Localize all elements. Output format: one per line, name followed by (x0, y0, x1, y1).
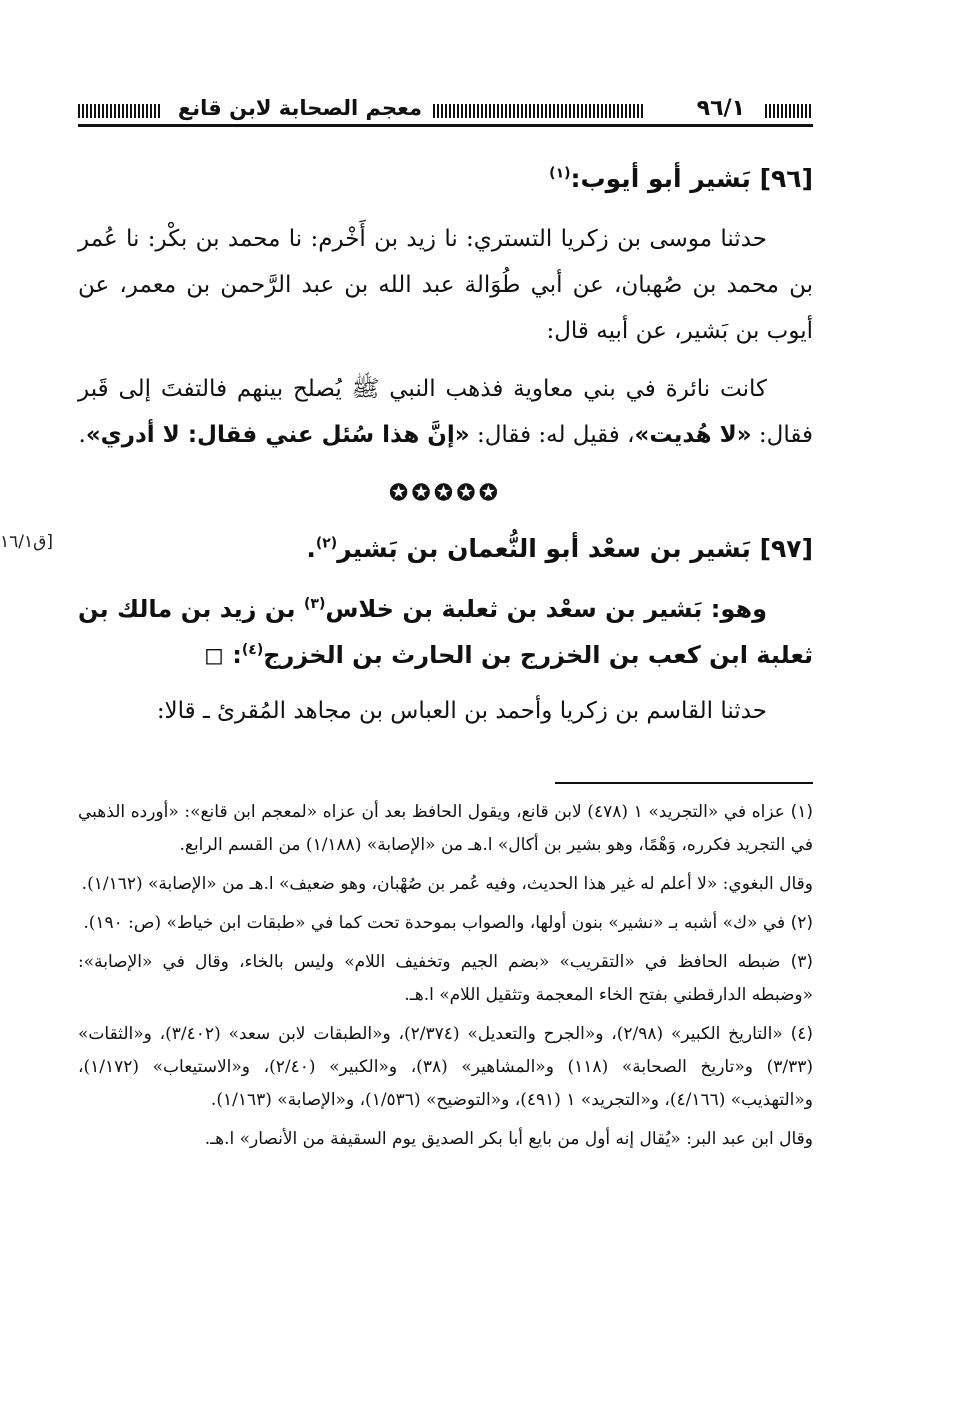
footnote-text: «التاريخ الكبير» (٢/٩٨)، و«الجرح والتعديل» (٢/٣٧٤)، و«الطبقات لابن سعد» (٣/٤٠٢)، و«الثقات» (٣/٣٣) و«تاريخ الصحابة» (١١٨) و«المشاهير» (٣٨)، و«الكبير» (٢/٤٠)، و«الاستيعاب» (١/١٧٢)، و«التهذيب» (٤/١٦٦)، و«التجريد» ١ (٤٩١)، و«التوضيح» (١/٥٣٦)، و«الإصابة» (١/١٦٣). (78, 1024, 813, 1110)
footnote-text: ضبطه الحافظ في «التقريب» «بضم الجيم وتخفيف اللام» وليس بالخاء، وقال في «الإصابة»: «وضبطه الدارقطني بفتح الخاء المعجمة وتثقيل اللام» ا.هـ. (78, 952, 813, 1005)
isnad-paragraph: حدثنا القاسم بن زكريا وأحمد بن العباس بن مجاهد المُقرئ ـ قالا: (156, 698, 767, 724)
footnote-marker: (٢) (315, 535, 338, 552)
footnote-text: عزاه في «التجريد» ١ (٤٧٨) لابن قانع، ويقول الحافظ بعد أن عزاه «لمعجم ابن قانع»: «أورده الذهبي في التجريد فكرره، وَهْمًا، وهو بشير بن أكال» ا.هـ من «الإصابة» (١/١٨٨) من القسم الرابع. (78, 802, 813, 855)
matn-paragraph (78, 366, 813, 458)
footnote (78, 907, 813, 940)
header-ornament (78, 104, 160, 118)
header-ornament (765, 104, 813, 118)
entry-heading-text: [٩٧] بَشير بن سعْد أبو النُّعمان بن بَشير (337, 534, 813, 563)
footnote (78, 946, 813, 1012)
footnote-text: وقال ابن عبد البر: «يُقال إنه أول من بايع أبا بكر الصديق يوم السقيفة من الأنصار» ا.هـ. (204, 1129, 813, 1149)
footnotes (78, 796, 813, 1162)
footnote-number: (٢) (790, 913, 813, 933)
footnote-separator (555, 782, 813, 784)
lineage-text: وهو: بَشير بن سعْد بن ثعلبة بن خلاس (325, 595, 767, 623)
footnote-text: وقال البغوي: «لا أعلم له غير هذا الحديث، وفيه عُمر بن صُهْبان، وهو ضعيف» ا.هـ من «الإصابة» (١/١٦٢). (81, 874, 813, 894)
hadith-quote: «لا هُديت» (634, 422, 752, 448)
hadith-quote: «إنَّ هذا سُئل عني فقال: لا أدري» (85, 422, 470, 448)
entry-heading-96 (78, 156, 813, 202)
header-rule (78, 124, 813, 127)
footnote (78, 1018, 813, 1117)
header-ornament (433, 104, 643, 118)
lineage-end: : ◻ (204, 641, 242, 669)
matn-text: ، فقيل له: فقال: (476, 422, 635, 448)
section-separator: ✪✪✪✪✪ (389, 480, 502, 506)
lineage-paragraph (78, 586, 813, 678)
lineage-text: بن زيد بن مالك بن ثعلبة ابن كعب بن الخزرج بن الحارث بن الخزرج (78, 595, 813, 669)
isnad-paragraph: حدثنا موسى بن زكريا التستري: نا زيد بن أَخْرم: نا محمد بن بكْر: نا عُمر بن محمد بن صُهبان، عن أبي طُوَالة عبد الله بن عبد الرَّحمن بن معمر، عن أيوب بن بَشير، عن أبيه قال: (78, 226, 813, 344)
book-title: معجم الصحابة لابن قانع (172, 96, 428, 120)
running-header (78, 96, 813, 126)
footnote-number: (٣) (790, 952, 813, 972)
footnote-number: (١) (790, 802, 813, 822)
footnote (78, 1123, 813, 1156)
footnote-marker: (١) (549, 165, 571, 182)
main-text (78, 150, 813, 746)
footnote-marker: (٣) (303, 596, 326, 612)
footnote (78, 796, 813, 862)
footnote (78, 868, 813, 901)
entry-heading-text: [٩٦] بَشير أبو أيوب: (570, 164, 813, 193)
footnote-marker: (٤) (241, 642, 264, 658)
footnote-number: (٤) (790, 1024, 813, 1044)
entry-heading-97 (78, 526, 813, 572)
entry-heading-end: . (306, 534, 316, 563)
matn-text: كانت نائرة في بني معاوية فذهب النبي ﷺ يُصلح بينهم فالتفتَ إلى قَبر فقال: (78, 376, 813, 448)
matn-text: . (78, 422, 86, 448)
footnote-text: في «ك» أشبه بـ «نشير» بنون أولها، والصواب بموحدة تحت كما في «طبقات ابن خياط» (ص: ١٩٠). (83, 913, 786, 933)
manuscript-folio-ref: ق١٦/١] (0, 532, 53, 552)
page-number: ٩٦/١ (689, 96, 753, 121)
